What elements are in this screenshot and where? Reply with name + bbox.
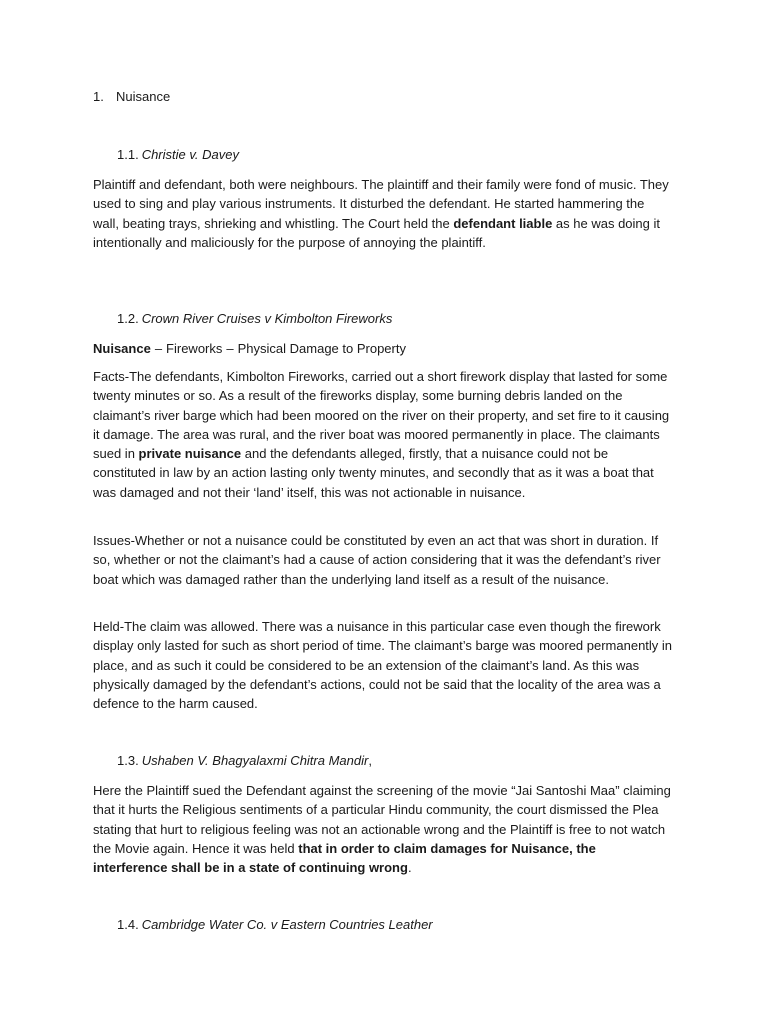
text-run: and the defendants alleged, firstly, that a nuisance could not be constituted in law by an action lasting only twenty minutes, and secondly that as it was a boat that was damaged and not their ‘land’ itself, this was not actionable in nuisance. <box>93 446 654 500</box>
bold-run: Nuisance <box>93 341 151 356</box>
case-2-facts <box>93 367 673 502</box>
case-heading-4 <box>117 915 673 934</box>
section-number: 1. <box>93 89 104 104</box>
text-run: . <box>407 860 412 876</box>
case-number: 1.1. <box>117 147 139 162</box>
case-heading-3 <box>117 751 673 770</box>
case-title: Cambridge Water Co. v Eastern Countries Leather <box>141 917 433 932</box>
case-number: 1.2. <box>117 311 139 326</box>
case-1-paragraph <box>93 175 673 252</box>
case-number: 1.3. <box>117 753 139 768</box>
dash: – <box>226 341 234 356</box>
text-run: Facts-The defendants, Kimbolton Fireworks, carried out a short firework display that lasted for some twenty minutes or so. As a result of the fireworks display, some burning debris landed on the claimant’s river barge which had been moored on the river on their property, and set fire to it causing it damage. The area was rural, and the river boat was moored permanently in place. The claimants sued in <box>93 369 670 462</box>
bold-run: private nuisance <box>138 446 242 462</box>
bold-run: defendant liable <box>453 215 553 231</box>
section-title: Nuisance <box>116 89 171 104</box>
text-run: Fireworks <box>166 341 223 356</box>
case-2-subheading <box>93 339 673 358</box>
text-run: Plaintiff and defendant, both were neighbours. The plaintiff and their family were fond of music. They used to sing and play various instruments. It disturbed the defendant. He started hammering the wall, beating trays, shrieking and whistling. The Court held the <box>93 177 669 231</box>
case-heading-2 <box>117 309 673 328</box>
case-title: Ushaben V. Bhagyalaxmi Chitra Mandir <box>141 753 369 768</box>
case-title: Crown River Cruises v Kimbolton Fireworks <box>141 311 393 326</box>
case-number: 1.4. <box>117 917 139 932</box>
text-run: as he was doing it intentionally and maliciously for the purpose of annoying the plaintiff. <box>93 215 660 250</box>
case-heading-1 <box>117 145 673 164</box>
case-2-issues: Issues-Whether or not a nuisance could be constituted by even an act that was short in duration. If so, whether or not the claimant’s had a cause of action considering that it was the defendant’s river boat which was damaged rather than the underlying land itself as a result of the nuisance. <box>93 533 661 587</box>
text-run: , <box>368 753 372 768</box>
case-title: Christie v. Davey <box>141 147 239 162</box>
bold-run: that in order to claim damages for Nuisance, the interference shall be in a state of continuing wrong <box>93 840 596 876</box>
text-run: Physical Damage to Property <box>237 341 406 356</box>
text-run: Here the Plaintiff sued the Defendant against the screening of the movie “Jai Santoshi Maa” claiming that it hurts the Religious sentiments of a particular Hindu community, the court dismissed the Plea stating that hurt to religious feeling was not an actionable wrong and the Plaintiff is free to not watch the Movie again. Hence it was held <box>93 783 671 856</box>
case-3-paragraph <box>93 781 673 877</box>
section-heading <box>93 87 673 106</box>
dash: – <box>154 341 163 356</box>
case-2-held: Held-The claim was allowed. There was a nuisance in this particular case even though the firework display only lasted for such as short period of time. The claimant’s barge was moored permanently in place, and as such it could be considered to be an extension of the claimant’s land. As this was physically damaged by the defendant’s actions, could not be said that the locality of the area was a defence to the harm caused. <box>93 619 673 712</box>
